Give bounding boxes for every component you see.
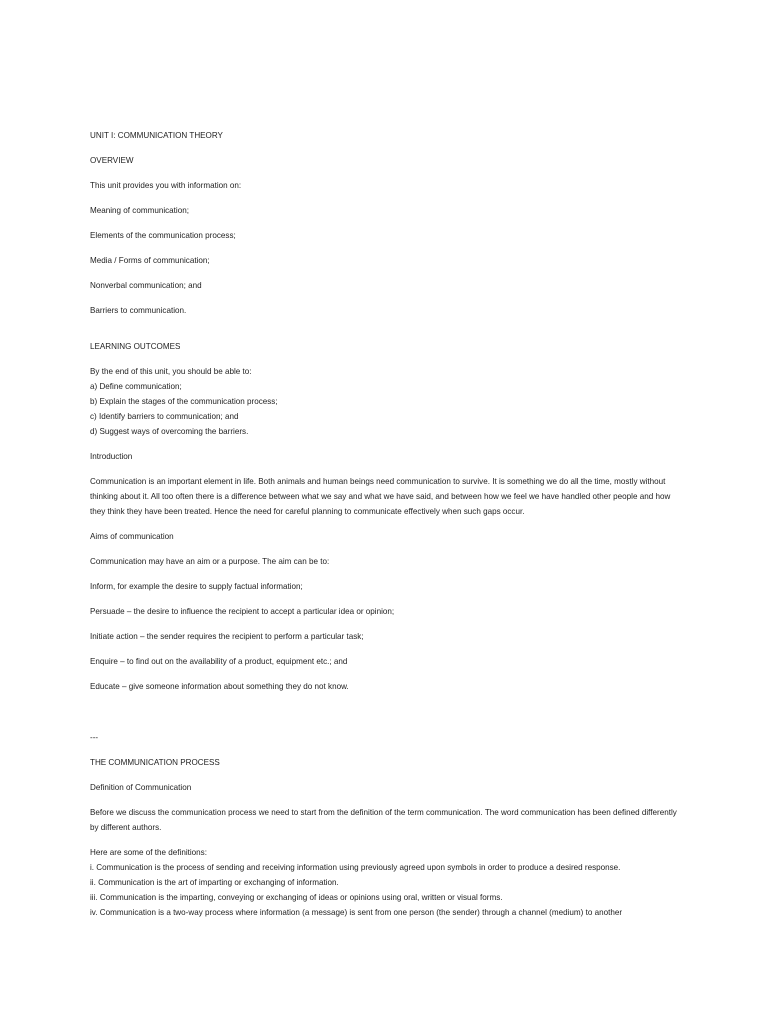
definition-item: iv. Communication is a two-way process where information (a message) is sent from one person (the sender) through a channel (medium) to another xyxy=(90,908,623,917)
definition-item: ii. Communication is the art of imparting or exchanging of information. xyxy=(90,878,339,887)
introduction-heading: Introduction xyxy=(90,452,133,461)
introduction-paragraph: Communication is an important element in life. Both animals and human beings need communication to survive. It is something we do all the time, mostly without thinking about it. All too often there is a difference between what we say and what we have said, and between how we feel we have handled other people and how they think they have been treated. Hence the need for careful planning to communicate effectively when such gaps occur. xyxy=(90,477,671,516)
learning-outcome-item: c) Identify barriers to communication; and xyxy=(90,412,239,421)
overview-item: Barriers to communication. xyxy=(90,306,187,315)
overview-intro: This unit provides you with information on: xyxy=(90,181,242,190)
overview-item: Nonverbal communication; and xyxy=(90,281,202,290)
definition-item: iii. Communication is the imparting, conveying or exchanging of ideas or opinions using oral, written or visual forms. xyxy=(90,893,503,902)
process-heading: THE COMMUNICATION PROCESS xyxy=(90,758,220,767)
learning-outcome-item: d) Suggest ways of overcoming the barriers. xyxy=(90,427,249,436)
learning-outcomes-intro: By the end of this unit, you should be able to: xyxy=(90,367,252,376)
overview-item: Elements of the communication process; xyxy=(90,231,236,240)
aims-item: Initiate action – the sender requires the recipient to perform a particular task; xyxy=(90,632,364,641)
section-separator: --- xyxy=(90,733,99,742)
learning-outcome-item: b) Explain the stages of the communication process; xyxy=(90,397,278,406)
definitions-list xyxy=(90,845,682,920)
unit-title: UNIT I: COMMUNICATION THEORY xyxy=(90,131,223,140)
learning-outcome-item: a) Define communication; xyxy=(90,382,182,391)
aims-item: Inform, for example the desire to supply factual information; xyxy=(90,582,303,591)
definition-heading: Definition of Communication xyxy=(90,783,192,792)
definitions-intro: Here are some of the definitions: xyxy=(90,848,207,857)
learning-outcomes-list xyxy=(90,364,682,439)
aims-intro: Communication may have an aim or a purpose. The aim can be to: xyxy=(90,557,330,566)
overview-item: Media / Forms of communication; xyxy=(90,256,210,265)
aims-item: Persuade – the desire to influence the recipient to accept a particular idea or opinion; xyxy=(90,607,395,616)
overview-item: Meaning of communication; xyxy=(90,206,189,215)
aims-heading: Aims of communication xyxy=(90,532,174,541)
definition-paragraph: Before we discuss the communication process we need to start from the definition of the term communication. The word communication has been defined differently by different authors. xyxy=(90,808,677,832)
learning-outcomes-heading: LEARNING OUTCOMES xyxy=(90,342,181,351)
aims-item: Enquire – to find out on the availability of a product, equipment etc.; and xyxy=(90,657,348,666)
definition-item: i. Communication is the process of sending and receiving information using previously agreed upon symbols in order to produce a desired response. xyxy=(90,863,621,872)
overview-heading: OVERVIEW xyxy=(90,156,134,165)
document-page xyxy=(90,128,682,920)
aims-item: Educate – give someone information about something they do not know. xyxy=(90,682,349,691)
